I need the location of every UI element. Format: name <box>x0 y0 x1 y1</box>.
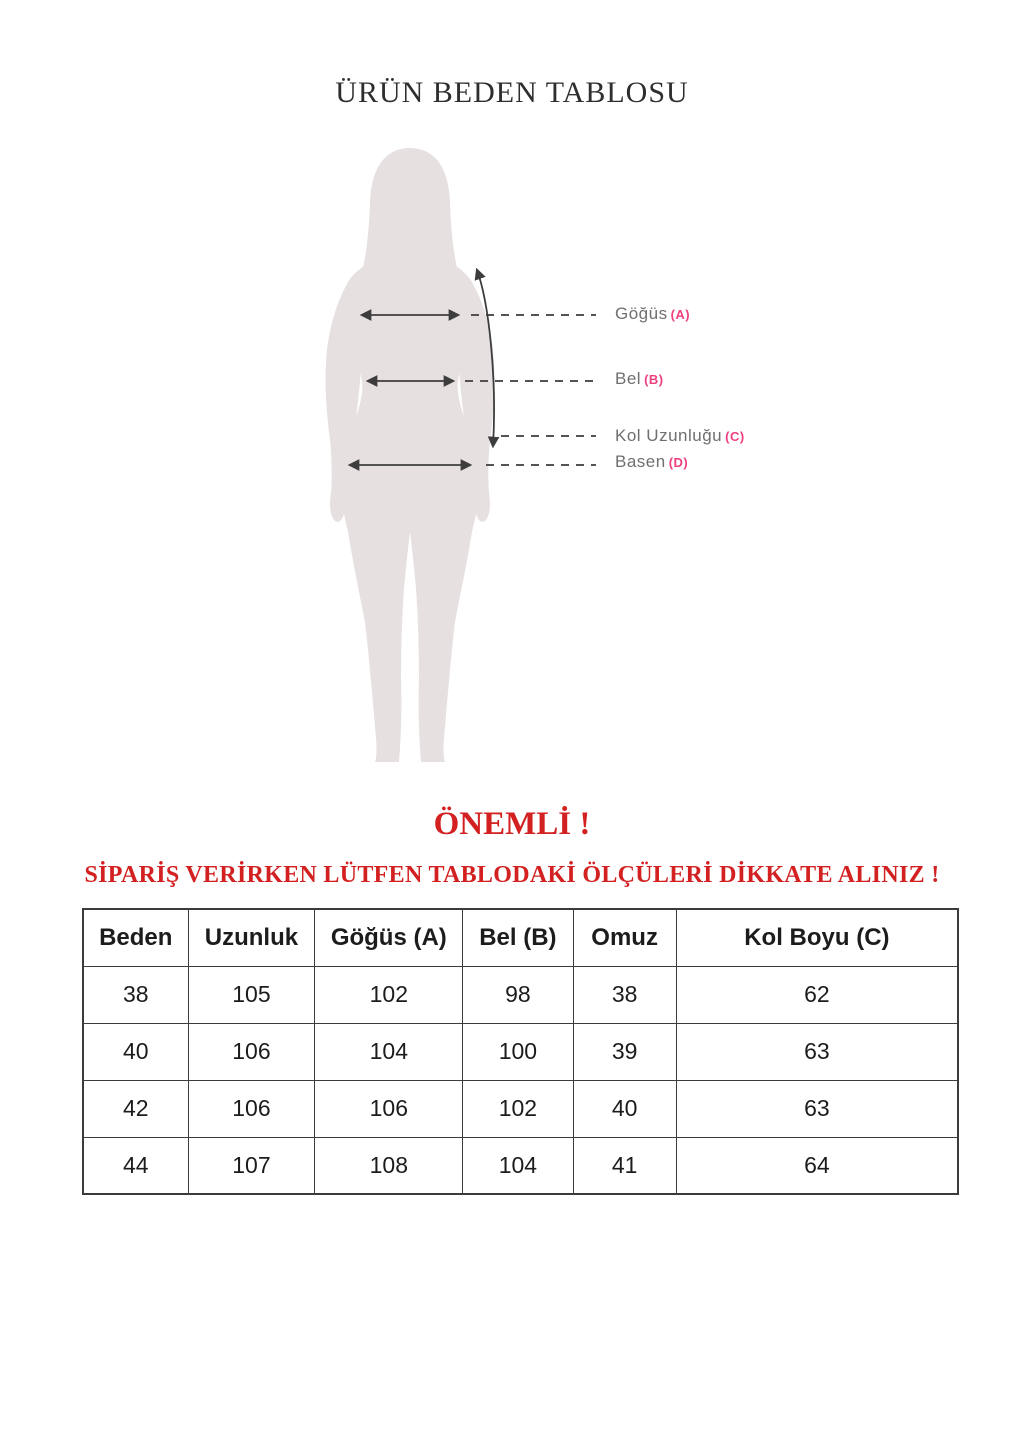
size-cell: 104 <box>315 1023 463 1080</box>
size-cell: 106 <box>188 1080 315 1137</box>
size-cell: 102 <box>463 1080 573 1137</box>
size-cell: 104 <box>463 1137 573 1194</box>
size-table-header-row <box>83 909 958 966</box>
important-heading: ÖNEMLİ ! <box>433 806 591 842</box>
torso-and-legs <box>340 258 480 762</box>
size-row-40 <box>83 1023 958 1080</box>
size-cell: 64 <box>676 1137 958 1194</box>
size-cell: 41 <box>573 1137 676 1194</box>
col-header-uzunluk: Uzunluk <box>188 909 315 966</box>
size-cell: 38 <box>83 966 188 1023</box>
col-header-gogus: Göğüs (A) <box>315 909 463 966</box>
body-silhouette <box>326 148 495 762</box>
size-cell: 102 <box>315 966 463 1023</box>
col-header-bel: Bel (B) <box>463 909 573 966</box>
size-cell: 63 <box>676 1080 958 1137</box>
waist-label-code: (B) <box>644 372 664 387</box>
arm-length-label-text: Kol Uzunluğu <box>615 426 723 445</box>
arm-length-label-code: (C) <box>725 429 745 444</box>
size-row-44 <box>83 1137 958 1194</box>
size-table <box>82 908 959 1195</box>
size-cell: 106 <box>315 1080 463 1137</box>
size-row-42 <box>83 1080 958 1137</box>
chest-label-code: (A) <box>670 307 691 322</box>
size-cell: 40 <box>573 1080 676 1137</box>
col-header-kol-boyu: Kol Boyu (C) <box>676 909 958 966</box>
size-cell: 106 <box>188 1023 315 1080</box>
size-row-38 <box>83 966 958 1023</box>
size-cell: 40 <box>83 1023 188 1080</box>
important-subheading: SİPARİŞ VERİRKEN LÜTFEN TABLODAKİ ÖLÇÜLERİ DİKKATE ALINIZ ! <box>84 862 940 888</box>
chest-measure-label <box>615 303 690 325</box>
hair-and-head <box>351 148 468 325</box>
size-cell: 44 <box>83 1137 188 1194</box>
col-header-omuz: Omuz <box>573 909 676 966</box>
page-title: ÜRÜN BEDEN TABLOSU <box>335 76 689 109</box>
col-header-beden: Beden <box>83 909 188 966</box>
size-cell: 108 <box>315 1137 463 1194</box>
waist-measure-label <box>615 368 664 390</box>
size-cell: 98 <box>463 966 573 1023</box>
size-cell: 63 <box>676 1023 958 1080</box>
size-cell: 100 <box>463 1023 573 1080</box>
arm-length-measure-label <box>615 425 745 447</box>
hip-label-text: Basen <box>615 452 666 471</box>
hip-measure-label <box>615 451 688 473</box>
hip-label-code: (D) <box>668 455 689 470</box>
waist-label-text: Bel <box>615 369 642 388</box>
size-cell: 105 <box>188 966 315 1023</box>
size-cell: 62 <box>676 966 958 1023</box>
chest-label-text: Göğüs <box>615 304 668 323</box>
size-cell: 107 <box>188 1137 315 1194</box>
size-cell: 38 <box>573 966 676 1023</box>
size-cell: 42 <box>83 1080 188 1137</box>
size-cell: 39 <box>573 1023 676 1080</box>
